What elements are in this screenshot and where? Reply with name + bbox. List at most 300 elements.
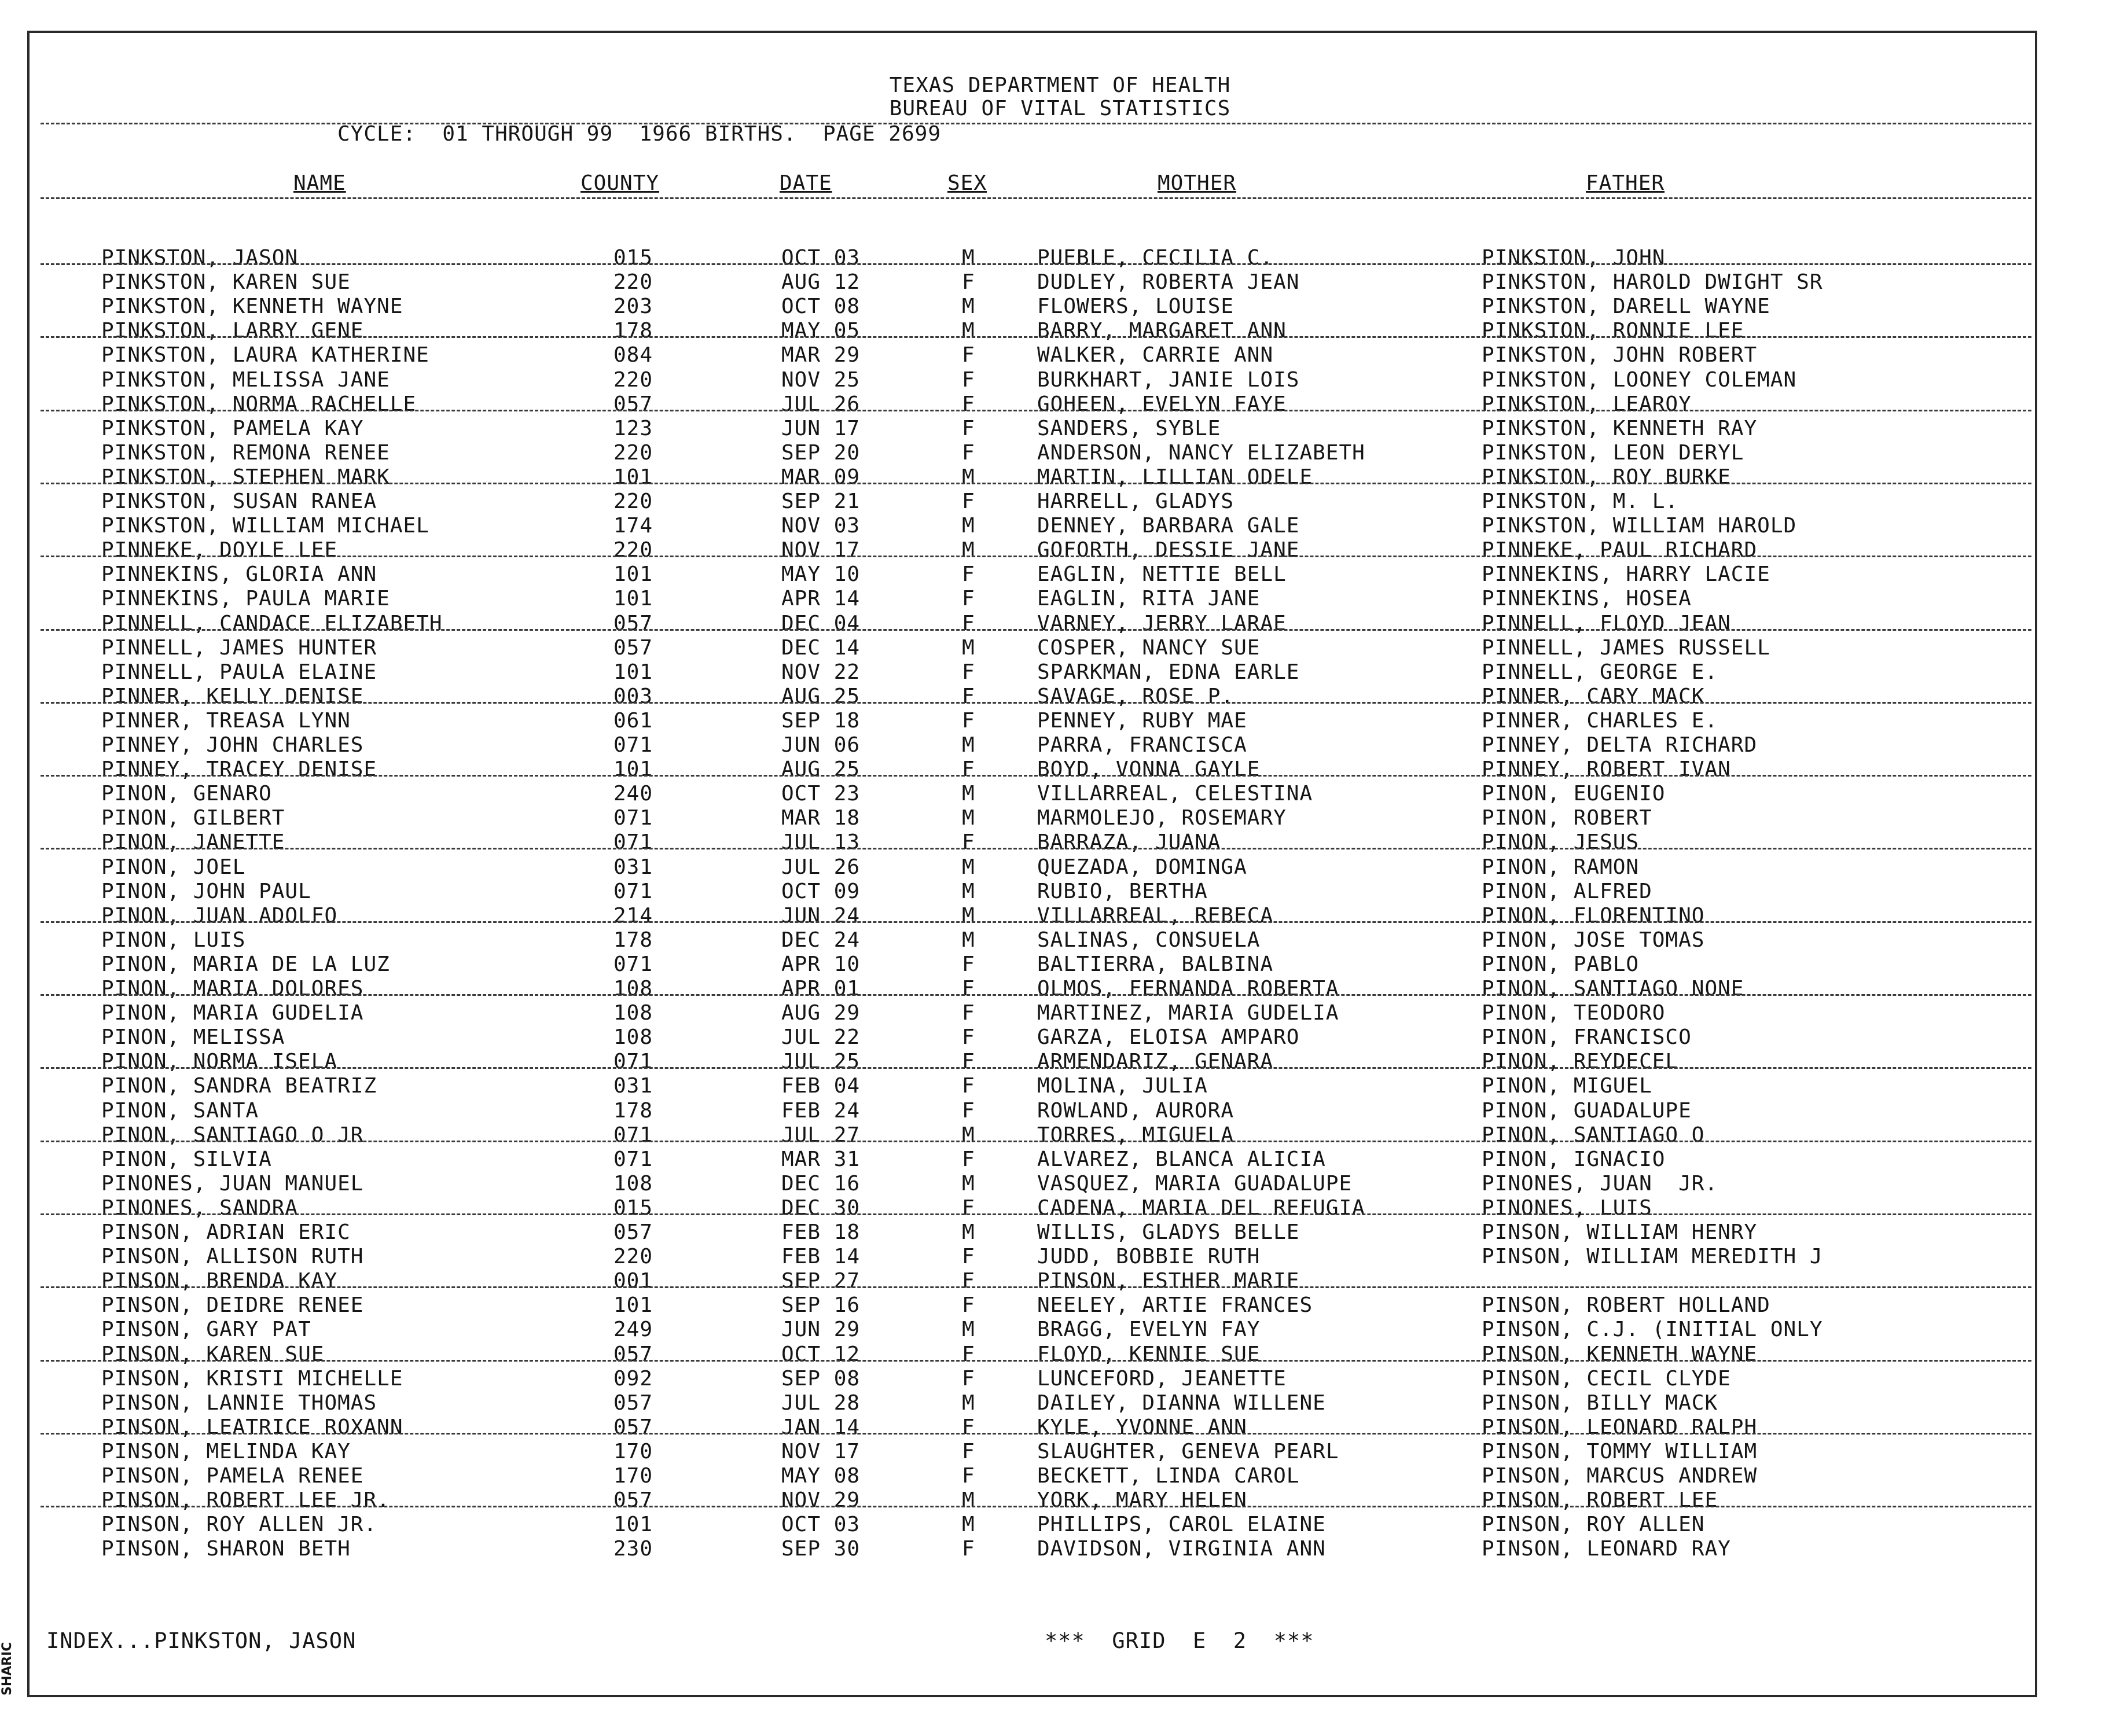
cell-sex: M [962, 1488, 975, 1513]
cell-father: PINKSTON, HAROLD DWIGHT SR [1482, 270, 1823, 295]
cell-mother: MOLINA, JULIA [1037, 1074, 1208, 1098]
cell-name: PINSON, BRENDA KAY [101, 1269, 338, 1293]
side-label: SHARIC [0, 1642, 14, 1695]
cell-name: PINKSTON, NORMA RACHELLE [101, 392, 417, 416]
cell-father: PINON, JESUS [1482, 830, 1640, 855]
table-row [0, 1513, 2120, 1537]
cell-county: 071 [613, 879, 653, 903]
table-row [0, 1220, 2120, 1245]
cell-sex: F [962, 977, 975, 1001]
row-divider [41, 336, 2031, 338]
cell-father: PINONES, LUIS [1482, 1196, 1652, 1220]
cell-mother: BRAGG, EVELYN FAY [1037, 1318, 1261, 1342]
table-row [0, 295, 2120, 319]
cell-mother: SAVAGE, ROSE P. [1037, 684, 1234, 708]
table-row [0, 392, 2120, 417]
cell-father: PINNEKE, PAUL RICHARD [1482, 538, 1758, 562]
cell-date: JUL 22 [781, 1025, 861, 1050]
cell-sex: F [962, 1439, 975, 1463]
cell-name: PINNEKE, DOYLE LEE [101, 538, 338, 562]
row-divider [41, 1067, 2031, 1069]
cell-father: PINON, ROBERT [1482, 806, 1652, 830]
cell-father: PINSON, LEONARD RALPH [1482, 1415, 1758, 1439]
cell-county: 101 [613, 660, 653, 684]
cell-mother: OLMOS, FERNANDA ROBERTA [1037, 977, 1339, 1001]
table-row [0, 441, 2120, 465]
cell-sex: M [962, 806, 975, 830]
cell-father: PINON, MIGUEL [1482, 1074, 1652, 1098]
table-row [0, 1172, 2120, 1196]
cell-sex: F [962, 757, 975, 782]
row-divider [41, 1213, 2031, 1215]
cell-county: 230 [613, 1537, 653, 1561]
cell-name: PINONES, JUAN MANUEL [101, 1171, 364, 1196]
cell-county: 031 [613, 855, 653, 879]
cell-father: PINSON, BILLY MACK [1482, 1391, 1718, 1415]
cell-date: SEP 21 [781, 490, 861, 513]
cell-father: PINKSTON, M. L. [1482, 490, 1679, 513]
cell-county: 178 [613, 1098, 653, 1123]
cell-name: PINSON, LEATRICE ROXANN [101, 1415, 403, 1439]
cell-county: 084 [613, 343, 653, 367]
cell-father: PINON, SANTIAGO NONE [1482, 977, 1744, 1001]
cell-mother: TORRES, MIGUELA [1037, 1123, 1234, 1147]
cell-date: SEP 16 [781, 1293, 861, 1318]
cell-sex: F [962, 562, 975, 587]
table-row [0, 1415, 2120, 1440]
column-header-sex: SEX [947, 171, 987, 195]
cell-date: JUL 13 [781, 830, 861, 855]
cell-sex: F [962, 270, 975, 295]
cell-mother: PHILLIPS, CAROL ELAINE [1037, 1513, 1326, 1537]
column-header-date: DATE [780, 171, 832, 195]
cell-name: PINSON, LANNIE THOMAS [101, 1391, 377, 1415]
cell-county: 214 [613, 903, 653, 928]
table-row [0, 562, 2120, 587]
cell-mother: EAGLIN, NETTIE BELL [1037, 562, 1287, 587]
cell-mother: SALINAS, CONSUELA [1037, 928, 1261, 952]
table-row [0, 1025, 2120, 1050]
cell-mother: QUEZADA, DOMINGA [1037, 855, 1247, 879]
cell-father: PINON, SANTIAGO O [1482, 1123, 1705, 1147]
cell-name: PINNER, TREASA LYNN [101, 708, 351, 733]
column-header-name: NAME [293, 171, 346, 195]
cell-sex: F [962, 708, 975, 733]
cell-name: PINKSTON, LAURA KATHERINE [101, 343, 429, 367]
cell-county: 108 [613, 977, 653, 1001]
cell-name: PINKSTON, MELISSA JANE [101, 367, 390, 392]
table-row [0, 587, 2120, 611]
cell-sex: F [962, 1269, 975, 1293]
table-row [0, 757, 2120, 782]
cell-sex: M [962, 465, 975, 489]
table-row [0, 636, 2120, 660]
cell-mother: ANDERSON, NANCY ELIZABETH [1037, 440, 1365, 465]
cell-name: PINON, GENARO [101, 782, 272, 806]
column-header-father: FATHER [1586, 171, 1665, 195]
cell-mother: PINSON, ESTHER MARIE [1037, 1269, 1300, 1293]
cell-father: PINON, REYDECEL [1482, 1050, 1679, 1074]
cell-sex: M [962, 1123, 975, 1147]
cell-sex: F [962, 587, 975, 611]
cell-county: 240 [613, 782, 653, 806]
cell-father: PINKSTON, JOHN ROBERT [1482, 343, 1758, 367]
row-divider [41, 1433, 2031, 1435]
row-divider [41, 702, 2031, 704]
cell-father: PINNELL, JAMES RUSSELL [1482, 635, 1770, 660]
cell-date: NOV 17 [781, 538, 861, 562]
table-row [0, 538, 2120, 562]
table-row [0, 685, 2120, 709]
cell-sex: M [962, 1220, 975, 1244]
cell-name: PINSON, DEIDRE RENEE [101, 1293, 364, 1318]
cell-mother: BURKHART, JANIE LOIS [1037, 367, 1300, 392]
cell-county: 057 [613, 1415, 653, 1439]
cell-date: SEP 18 [781, 708, 861, 733]
cell-name: PINON, MARIA DOLORES [101, 977, 364, 1001]
cell-date: FEB 04 [781, 1074, 861, 1098]
cell-name: PINSON, MELINDA KAY [101, 1439, 351, 1463]
row-divider [41, 921, 2031, 923]
cell-date: OCT 03 [781, 1513, 861, 1537]
table-row [0, 1245, 2120, 1269]
cell-sex: F [962, 660, 975, 684]
cell-father: PINNELL, GEORGE E. [1482, 660, 1718, 684]
cell-sex: F [962, 440, 975, 465]
cell-name: PINNEY, JOHN CHARLES [101, 733, 364, 757]
cell-date: APR 10 [781, 952, 861, 976]
cell-name: PINSON, ALLISON RUTH [101, 1245, 364, 1269]
cell-sex: F [962, 1001, 975, 1025]
cell-father: PINON, FLORENTINO [1482, 903, 1705, 928]
cell-county: 123 [613, 416, 653, 440]
table-row [0, 1099, 2120, 1123]
cell-sex: F [962, 684, 975, 708]
cell-mother: SPARKMAN, EDNA EARLE [1037, 660, 1300, 684]
cell-name: PINON, SANDRA BEATRIZ [101, 1074, 377, 1098]
cell-mother: FLOYD, KENNIE SUE [1037, 1342, 1261, 1366]
table-row [0, 417, 2120, 441]
cell-date: JAN 14 [781, 1415, 861, 1439]
cell-father: PINNEKINS, HARRY LACIE [1482, 562, 1770, 587]
cell-date: OCT 23 [781, 782, 861, 806]
cell-mother: MARTIN, LILLIAN ODELE [1037, 465, 1313, 489]
cell-mother: VILLARREAL, CELESTINA [1037, 782, 1313, 806]
cell-county: 057 [613, 392, 653, 416]
cell-sex: F [962, 1464, 975, 1488]
cell-date: OCT 03 [781, 246, 861, 270]
cell-mother: COSPER, NANCY SUE [1037, 635, 1261, 660]
table-row [0, 1050, 2120, 1074]
cell-sex: F [962, 1245, 975, 1269]
cell-mother: NEELEY, ARTIE FRANCES [1037, 1293, 1313, 1318]
row-divider [41, 1141, 2031, 1142]
row-divider [41, 263, 2031, 265]
cell-sex: F [962, 343, 975, 367]
cell-sex: F [962, 1366, 975, 1391]
row-divider [41, 483, 2031, 484]
cell-date: JUL 27 [781, 1123, 861, 1147]
cell-name: PINKSTON, SUSAN RANEA [101, 490, 377, 513]
cell-sex: M [962, 1318, 975, 1342]
cell-father: PINKSTON, ROY BURKE [1482, 465, 1731, 489]
cell-father: PINSON, C.J. (INITIAL ONLY [1482, 1318, 1823, 1342]
cell-name: PINON, JOEL [101, 855, 246, 879]
cell-name: PINON, JUAN ADOLFO [101, 903, 338, 928]
table-row [0, 1001, 2120, 1025]
cell-father: PINKSTON, LOONEY COLEMAN [1482, 367, 1797, 392]
cell-county: 071 [613, 830, 653, 855]
cell-father: PINNEY, ROBERT IVAN [1482, 757, 1731, 782]
cell-mother: MARMOLEJO, ROSEMARY [1037, 806, 1287, 830]
table-row [0, 1343, 2120, 1367]
table-row [0, 343, 2120, 367]
table-row [0, 1269, 2120, 1293]
cell-father: PINSON, ROBERT HOLLAND [1482, 1293, 1770, 1318]
cell-sex: F [962, 1025, 975, 1050]
cell-sex: F [962, 1074, 975, 1098]
cell-county: 101 [613, 1513, 653, 1537]
cell-name: PINKSTON, KAREN SUE [101, 270, 351, 295]
table-row [0, 952, 2120, 977]
table-row [0, 1074, 2120, 1098]
table-row [0, 830, 2120, 855]
cell-mother: DAVIDSON, VIRGINIA ANN [1037, 1537, 1326, 1561]
row-divider [41, 848, 2031, 849]
cell-date: OCT 09 [781, 879, 861, 903]
table-row [0, 1537, 2120, 1561]
cell-sex: F [962, 490, 975, 513]
grid-label: *** GRID E 2 *** [1045, 1628, 1314, 1653]
cell-father: PINON, IGNACIO [1482, 1147, 1666, 1171]
cell-father: PINKSTON, JOHN [1482, 246, 1666, 270]
cell-date: NOV 29 [781, 1488, 861, 1513]
cell-sex: F [962, 1098, 975, 1123]
row-divider [41, 1360, 2031, 1362]
table-row [0, 319, 2120, 343]
cell-father: PINON, ALFRED [1482, 879, 1652, 903]
cell-date: MAR 09 [781, 465, 861, 489]
cell-sex: F [962, 611, 975, 635]
cell-father: PINNER, CARY MACK [1482, 684, 1705, 708]
cell-county: 101 [613, 562, 653, 587]
cell-mother: GOFORTH, DESSIE JANE [1037, 538, 1300, 562]
cell-date: DEC 16 [781, 1171, 861, 1196]
cell-sex: M [962, 1171, 975, 1196]
cell-name: PINON, SANTIAGO O JR [101, 1123, 364, 1147]
cell-county: 220 [613, 1245, 653, 1269]
cell-name: PINSON, ROY ALLEN JR. [101, 1513, 377, 1537]
cell-county: 071 [613, 952, 653, 976]
cell-mother: BARRAZA, JUANA [1037, 830, 1221, 855]
table-row [0, 1367, 2120, 1391]
cell-father: PINON, RAMON [1482, 855, 1640, 879]
cell-date: MAR 29 [781, 343, 861, 367]
cell-date: SEP 30 [781, 1537, 861, 1561]
table-row [0, 1318, 2120, 1342]
cell-father: PINON, GUADALUPE [1482, 1098, 1692, 1123]
table-row [0, 928, 2120, 952]
cell-father: PINON, TEODORO [1482, 1001, 1666, 1025]
cell-county: 220 [613, 440, 653, 465]
cell-county: 061 [613, 708, 653, 733]
cell-sex: F [962, 367, 975, 392]
row-divider [41, 410, 2031, 411]
cell-name: PINSON, KAREN SUE [101, 1342, 325, 1366]
table-row [0, 782, 2120, 806]
cell-county: 220 [613, 270, 653, 295]
cell-sex: F [962, 952, 975, 976]
cell-sex: F [962, 1293, 975, 1318]
cell-mother: JUDD, BOBBIE RUTH [1037, 1245, 1261, 1269]
cell-county: 108 [613, 1025, 653, 1050]
cell-county: 057 [613, 635, 653, 660]
table-row [0, 733, 2120, 757]
cell-date: FEB 14 [781, 1245, 861, 1269]
cell-sex: M [962, 246, 975, 270]
cell-name: PINNEKINS, GLORIA ANN [101, 562, 377, 587]
cell-county: 031 [613, 1074, 653, 1098]
cell-mother: HARRELL, GLADYS [1037, 490, 1234, 513]
cell-sex: F [962, 830, 975, 855]
cell-sex: M [962, 635, 975, 660]
cell-date: NOV 17 [781, 1439, 861, 1463]
cell-date: DEC 14 [781, 635, 861, 660]
cell-father: PINON, PABLO [1482, 952, 1640, 976]
cell-date: AUG 29 [781, 1001, 861, 1025]
cell-date: JUL 26 [781, 855, 861, 879]
cell-mother: DENNEY, BARBARA GALE [1037, 514, 1300, 538]
cell-mother: ROWLAND, AURORA [1037, 1098, 1234, 1123]
cell-date: OCT 12 [781, 1342, 861, 1366]
cell-county: 057 [613, 611, 653, 635]
cell-name: PINSON, GARY PAT [101, 1318, 311, 1342]
cell-mother: KYLE, YVONNE ANN [1037, 1415, 1247, 1439]
cell-father: PINON, JOSE TOMAS [1482, 928, 1705, 952]
table-row [0, 855, 2120, 880]
table-row [0, 1488, 2120, 1513]
cell-date: SEP 27 [781, 1269, 861, 1293]
cell-county: 101 [613, 587, 653, 611]
cell-mother: BOYD, VONNA GAYLE [1037, 757, 1261, 782]
cell-county: 203 [613, 295, 653, 319]
cell-name: PINON, JOHN PAUL [101, 879, 311, 903]
cell-father: PINSON, ROY ALLEN [1482, 1513, 1705, 1537]
cell-mother: EAGLIN, RITA JANE [1037, 587, 1261, 611]
cell-name: PINSON, PAMELA RENEE [101, 1464, 364, 1488]
cell-father: PINONES, JUAN JR. [1482, 1171, 1718, 1196]
cell-date: JUN 24 [781, 903, 861, 928]
cell-date: JUN 29 [781, 1318, 861, 1342]
cell-name: PINNELL, PAULA ELAINE [101, 660, 377, 684]
cell-mother: BECKETT, LINDA CAROL [1037, 1464, 1300, 1488]
table-row [0, 270, 2120, 295]
cell-mother: DAILEY, DIANNA WILLENE [1037, 1391, 1326, 1415]
cell-name: PINKSTON, STEPHEN MARK [101, 465, 390, 489]
cell-date: JUN 06 [781, 733, 861, 757]
cell-father: PINKSTON, LEAROY [1482, 392, 1692, 416]
cell-father: PINKSTON, LEON DERYL [1482, 440, 1744, 465]
cell-mother: ALVAREZ, BLANCA ALICIA [1037, 1147, 1326, 1171]
cell-county: 249 [613, 1318, 653, 1342]
cell-sex: M [962, 879, 975, 903]
table-row [0, 977, 2120, 1001]
cell-mother: VARNEY, JERRY LARAE [1037, 611, 1287, 635]
cell-date: FEB 24 [781, 1098, 861, 1123]
row-divider [41, 775, 2031, 777]
cell-name: PINNEKINS, PAULA MARIE [101, 587, 390, 611]
cell-mother: LUNCEFORD, JEANETTE [1037, 1366, 1287, 1391]
cell-sex: F [962, 1196, 975, 1220]
cell-county: 057 [613, 1342, 653, 1366]
cell-mother: BALTIERRA, BALBINA [1037, 952, 1274, 976]
cell-name: PINON, MARIA DE LA LUZ [101, 952, 390, 976]
cell-sex: M [962, 903, 975, 928]
cell-name: PINON, NORMA ISELA [101, 1050, 338, 1074]
cell-name: PINKSTON, LARRY GENE [101, 319, 364, 343]
cell-date: JUL 26 [781, 392, 861, 416]
cell-sex: F [962, 1342, 975, 1366]
cell-father: PINKSTON, WILLIAM HAROLD [1482, 514, 1797, 538]
cell-sex: M [962, 733, 975, 757]
cell-date: AUG 25 [781, 684, 861, 708]
cell-sex: M [962, 538, 975, 562]
cell-date: NOV 03 [781, 514, 861, 538]
cell-date: JUN 17 [781, 416, 861, 440]
cell-county: 178 [613, 928, 653, 952]
cell-sex: M [962, 319, 975, 343]
cell-name: PINNELL, CANDACE ELIZABETH [101, 611, 443, 635]
cell-name: PINON, SANTA [101, 1098, 259, 1123]
column-header-county: COUNTY [580, 171, 660, 195]
cell-name: PINKSTON, REMONA RENEE [101, 440, 390, 465]
cell-date: MAY 08 [781, 1464, 861, 1488]
cell-father: PINON, EUGENIO [1482, 782, 1666, 806]
cell-date: JUL 28 [781, 1391, 861, 1415]
cell-name: PINKSTON, PAMELA KAY [101, 416, 364, 440]
cell-county: 057 [613, 1391, 653, 1415]
cell-mother: SANDERS, SYBLE [1037, 416, 1221, 440]
cell-mother: BARRY, MARGARET ANN [1037, 319, 1287, 343]
cell-county: 001 [613, 1269, 653, 1293]
cell-county: 015 [613, 246, 653, 270]
cell-sex: M [962, 855, 975, 879]
cell-sex: M [962, 782, 975, 806]
cell-date: APR 01 [781, 977, 861, 1001]
cell-county: 057 [613, 1488, 653, 1513]
cell-sex: M [962, 1513, 975, 1537]
table-row [0, 880, 2120, 904]
bureau-title: BUREAU OF VITAL STATISTICS [889, 97, 1231, 120]
table-row [0, 612, 2120, 636]
cell-date: SEP 08 [781, 1366, 861, 1391]
cell-father: PINSON, TOMMY WILLIAM [1482, 1439, 1758, 1463]
cell-mother: WILLIS, GLADYS BELLE [1037, 1220, 1300, 1244]
cell-county: 071 [613, 1147, 653, 1171]
table-row [0, 709, 2120, 733]
cell-sex: F [962, 392, 975, 416]
cell-date: NOV 25 [781, 367, 861, 392]
cell-name: PINON, SILVIA [101, 1147, 272, 1171]
cell-county: 178 [613, 319, 653, 343]
cell-sex: F [962, 1050, 975, 1074]
table-row [0, 1293, 2120, 1318]
cell-mother: YORK, MARY HELEN [1037, 1488, 1247, 1513]
table-row [0, 1196, 2120, 1220]
cell-county: 057 [613, 1220, 653, 1244]
table-row [0, 660, 2120, 685]
column-header-mother: MOTHER [1158, 171, 1237, 195]
